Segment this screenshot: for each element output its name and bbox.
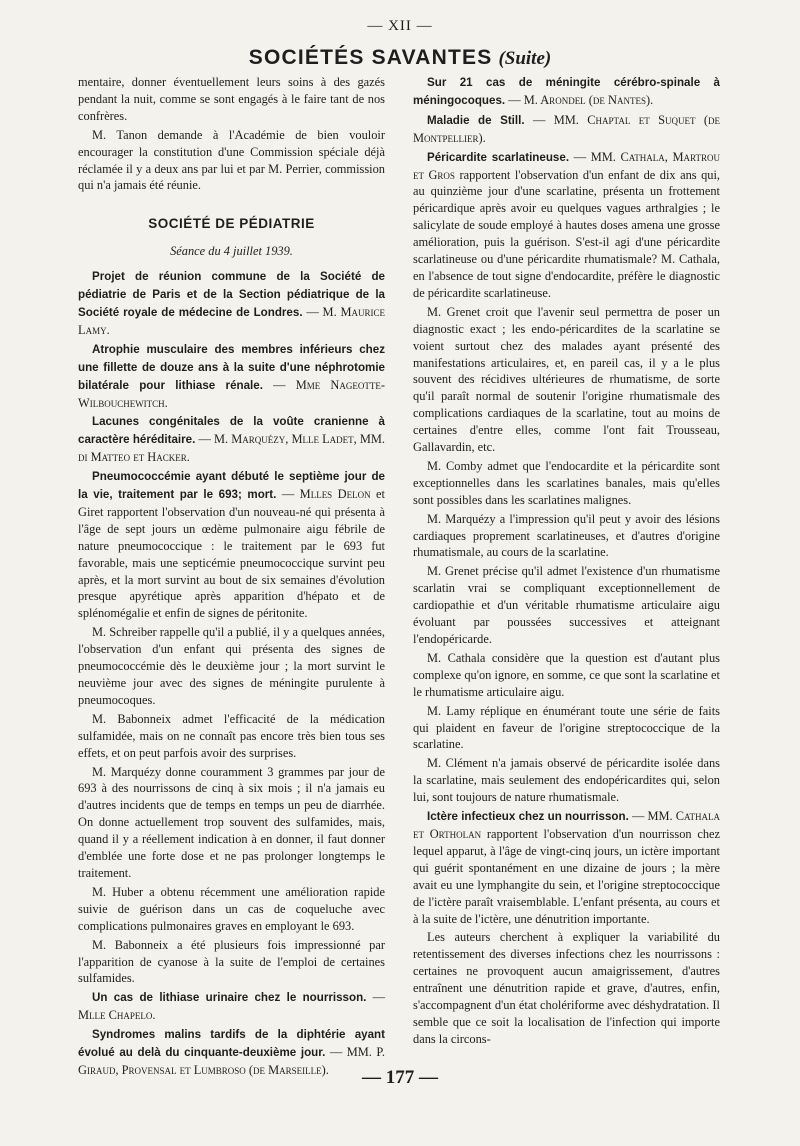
right-column — [413, 74, 720, 1050]
running-title — [0, 46, 800, 70]
speaker-name: M. Clément — [427, 756, 488, 771]
speaker-name: M. Babonneix — [92, 937, 169, 952]
paragraph — [413, 650, 720, 701]
entry-text: rapportent l'observation d'un nourrisson chez lequel apparut, à l'âge de vingt-cinq jours, un ictère important qui guérit spontanément en une dizaine de jours ; la mère avait eu une lymphangite du sein, et l'origine streptococcique de l'ictère paraît vraisemblable. L'enfant présenta, au cours et à la suite de l'ictère, une dénutrition importante. — [413, 826, 721, 926]
paragraph — [413, 458, 720, 509]
paragraph — [413, 304, 720, 456]
paragraph-text: demande à l'Académie de bien vouloir encourager la constitution d'une Commission spéciale déjà réclamée il y a deux ans par lui et par M. Perrier, commission qui n'a jamais été réunie. — [78, 127, 386, 193]
entry — [78, 268, 385, 339]
paragraph — [413, 755, 720, 806]
title-suite: (Suite) — [498, 48, 552, 69]
entry — [413, 74, 720, 110]
entry-title: Pneumococcémie ayant débuté le septième jour de la vie, traitement par le 693; mort. — [78, 470, 385, 502]
speaker-name: M. Cathala — [427, 650, 486, 665]
paragraph-text: considère que la question est d'autant plus complexe qu'on ignore, en somme, ce que sont la scarlatine et le rhumatisme articulaire aigu. — [413, 650, 720, 699]
paragraph — [78, 624, 385, 709]
title-text: SOCIÉTÉS SAVANTES — [248, 46, 493, 69]
entry-authors: — Mme Nageotte-Wilbouchewitch. — [78, 377, 385, 410]
paragraph-text: a obtenu récemment une amélioration rapide suivie de guérison dans un cas de coqueluche avec complications pulmonaires graves en employant le 693. — [78, 884, 385, 933]
left-column — [78, 74, 385, 1081]
entry-title: Syndromes malins tardifs de la diphtérie ayant évolué au delà du cinquante-deuxième jour. — [78, 1028, 385, 1060]
page-number: — 177 — — [362, 1067, 438, 1088]
entry-authors: — Mlles Delon — [276, 487, 371, 502]
paragraph-text: admet l'efficacité de la médication sulfamidée, mais on ne connaît pas encore très bien tous ses effets, et on peut parfois avoir des surprises. — [78, 711, 385, 760]
paragraph — [78, 884, 385, 935]
entry-title: Un cas de lithiase urinaire chez le nourrisson. — [92, 991, 367, 1005]
entry — [78, 989, 385, 1024]
entry-title: Ictère infectieux chez un nourrisson. — [427, 810, 629, 824]
paragraph-text: n'a jamais observé de péricardite isolée dans la scarlatine, mais seulement des endopéricardites qui, selon lui, sont toujours de nature rhumatismale. — [413, 756, 720, 805]
paragraph-text: donne couramment 3 grammes par jour de 693 à des nourrissons de cinq à six mois ; il n'a jamais eu d'autres incidents que de temps en temps un peu de diarrhée. On donne actuellement trop souvent des sulfamides, mais, quand il y a réellement indication à en donner, il faut donner d'emblée une forte dose et ne pas prolonger longtemps le traitement. — [78, 764, 385, 880]
paragraph — [413, 563, 720, 648]
entry-authors: — M. Arondel (de Nantes). — [505, 92, 654, 107]
entry — [78, 468, 385, 622]
paragraph-text: a été plusieurs fois impressionné par l'apparition de cyanose à la suite de l'emploi de certaines sulfamides. — [78, 937, 385, 986]
entry-title: Atrophie musculaire des membres inférieurs chez une fillette de douze ans à la suite d'une néphrotomie bilatérale pour lithiase rénale. — [78, 342, 385, 392]
entry-text: rapportent l'observation d'un enfant de dix ans qui, au quinzième jour d'une scarlatine, présenta un frottement péricardique après avoir eu quelques vagues arthralgies ; le salicylate de soude employé à hautes doses amena une grosse amélioration, puis la guérison. S'est-il agi d'une péricardite scarlatineuse ou d'une péricardite rhumatismale? M. Cathala, en l'absence de tout signe d'endocardite, préfère le diagnostic de péricardite scarlatineuse. — [413, 167, 720, 300]
paragraph-text: a l'impression qu'il peut y avoir des lésions cardiaques proprement scarlatineuses, et d'autres d'origine rhumatismale, au cours de la scarlatine. — [413, 511, 720, 560]
entry — [413, 808, 720, 927]
entry-title: Projet de réunion commune de la Société de pédiatrie de Paris et de la Section pédiatrique de la Société royale de médecine de Londres. — [78, 270, 385, 319]
roman-page-number: — XII — — [367, 18, 433, 34]
paragraph: mentaire, donner éventuellement leurs soins à des gazés pendant la nuit, comme se sont engagés à le faire tant de nos confrères. — [78, 75, 385, 123]
speaker-name: M. Grenet — [427, 304, 481, 319]
entry-title: Sur 21 cas de méningite cérébro-spinale à méningocoques. — [413, 76, 720, 107]
section-heading: SOCIÉTÉ DE PÉDIATRIE — [148, 216, 315, 232]
entry-authors: — M. Maurice Lamy. — [78, 304, 385, 337]
entry-title: Lacunes congénitales de la voûte cranienne à caractère héréditaire. — [78, 415, 385, 447]
paragraph — [78, 937, 385, 988]
paragraph — [78, 711, 385, 762]
entry-authors: — MM. P. Giraud, Provensal et Lumbroso (de Marseille). — [78, 1045, 385, 1077]
entry — [413, 112, 720, 147]
entry — [78, 341, 385, 412]
speaker-name: M. Marquézy — [427, 511, 496, 526]
entry-authors: — MM. Cathala, Martrou et Gros — [413, 149, 720, 182]
paragraph — [413, 703, 720, 754]
paragraph — [413, 511, 720, 562]
entry — [78, 413, 385, 466]
paragraph-text: précise qu'il admet l'existence d'un rhumatisme scarlatin vrai se compliquant exceptionnellement de cardiopathie et d'un véritable rhumatisme articulaire aigu évoluant par poussées successives et atteignant l'endopéricarde. — [413, 564, 720, 646]
paragraph-text: réplique en énumérant toute une série de faits qui plaident en faveur de l'origine streptococcique de la scarlatine. — [413, 703, 720, 752]
paragraph-text: rappelle qu'il a publié, il y a quelques années, l'observation d'un enfant qui présenta des signes de pneumococcémie dès le deuxième jour ; la mort survint le neuvième jour avec des signes de méningite purulente à pneumocoques. — [78, 625, 385, 707]
session-date: Séance du 4 juillet 1939. — [170, 244, 293, 259]
entry — [413, 149, 720, 302]
speaker-name: M. Grenet — [427, 564, 479, 579]
paragraph: Les auteurs cherchent à expliquer la variabilité du retentissement des diverses infections chez les nourrissons : certaines ne provoquent aucun amaigrissement, d'autres entraînent une dénutrition rapide et grave, d'autres, enfin, s'accompagnent d'un état cholériforme avec déshydratation. Il semble que ce soit la localisation de l'infection qui importe dans la circons- — [413, 930, 720, 1046]
entry-authors: — Mlle Chapelo. — [78, 990, 385, 1023]
entry-authors: — MM. Cathala et Ortholan — [413, 809, 721, 841]
paragraph-text: admet que l'endocardite et la péricardite sont exceptionnelles dans les scarlatines banales, mais qu'elles sont possibles dans les scarlatines malignes. — [413, 458, 720, 507]
paragraph — [78, 764, 385, 882]
paragraph-text: croit que l'avenir seul permettra de poser un diagnostic exact ; les endo-péricardites de la scarlatine se voient surtout chez des malades ayant présenté des manifestations articulaires, et, en pareil cas, il y a le plus souvent des récidives ultérieures de rhumatisme, de sorte qu'il paraît normal de soutenir l'origine rhumatismale des complications cardiaques de la scarlatine, tout au moins de certaines d'entre elles, comme l'ont fait Trousseau, Gallavardin, etc. — [413, 304, 720, 455]
speaker-name: M. Huber — [92, 884, 144, 899]
entry-title: Maladie de Still. — [427, 113, 525, 127]
speaker-name: M. Lamy — [427, 703, 476, 718]
entry-authors: — M. Marquézy, Mlle Ladet, MM. di Matteo et Hacker. — [78, 432, 385, 465]
speaker-name: M. Schreiber — [92, 625, 157, 640]
entry-title: Péricardite scarlatineuse. — [427, 150, 570, 164]
speaker-name: M. Babonneix — [92, 711, 172, 726]
speaker-name: M. Tanon — [92, 127, 148, 142]
entry-text: et Giret rapportent l'observation d'un nouveau-né qui présenta à l'âge de sept jours un œdème pulmonaire aigu fébrile de nature pneumococcique : le traitement par le 693 fut favorable, mais une septicémie pneumococcique survint peu après, et la mort survint au bout de six semaines d'évolution presque apyrétique après apparition d'hépato et de splénomégalie et enfin de signes de péritonite. — [78, 487, 385, 621]
speaker-name: M. Marquézy — [92, 764, 162, 779]
entry-authors: — MM. Chaptal et Suquet (de Montpellier). — [413, 112, 721, 145]
speaker-name: M. Comby — [427, 458, 483, 473]
paragraph — [78, 127, 385, 195]
